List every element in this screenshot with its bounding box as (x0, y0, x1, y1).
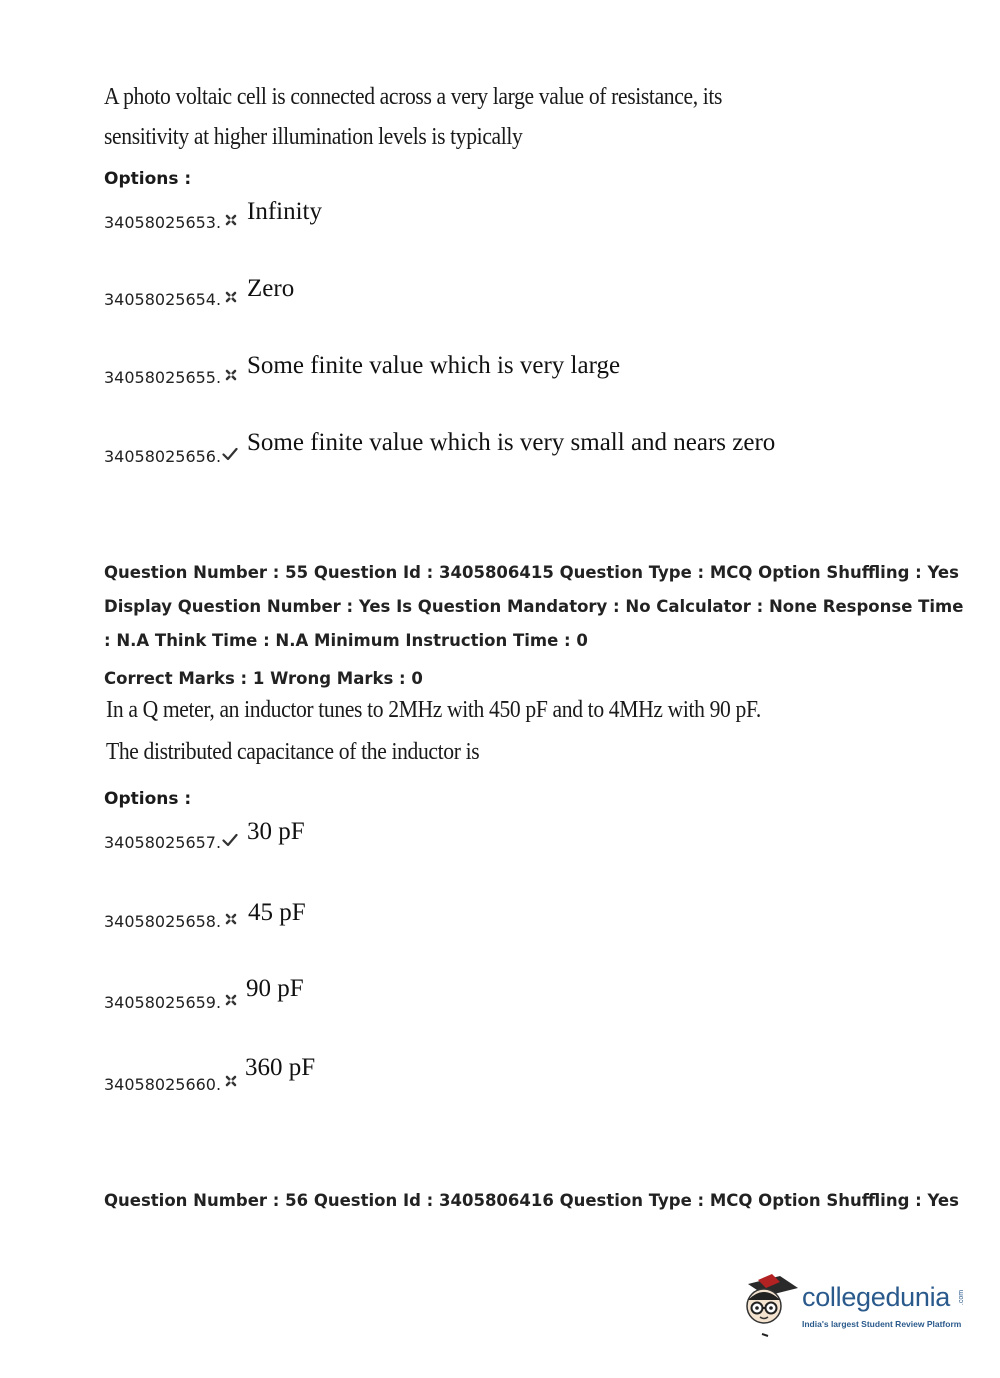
option-text: Some finite value which is very small and nears zero (247, 429, 776, 456)
option-id: 34058025656. (104, 447, 222, 466)
question-55-meta-line3: : N.A Think Time : N.A Minimum Instruction Time : 0 (104, 631, 588, 650)
cross-icon (224, 213, 238, 227)
option-id: 34058025653. (104, 213, 222, 232)
question-55-text-line1: In a Q meter, an inductor tunes to 2MHz with 450 pF and to 4MHz with 90 pF. (106, 697, 761, 723)
option-text: Infinity (247, 198, 322, 225)
options-label: Options : (104, 169, 192, 189)
logo-tagline: India's largest Student Review Platform (802, 1319, 962, 1329)
option-text: 45 pF (248, 899, 306, 926)
options-label: Options : (104, 789, 192, 809)
option-id: 34058025655. (104, 368, 222, 387)
question-56-meta-line1: Question Number : 56 Question Id : 3405806416 Question Type : MCQ Option Shuffling : Yes (104, 1191, 959, 1210)
option-text: Some finite value which is very large (247, 352, 621, 379)
question-54-text-line1: A photo voltaic cell is connected across a very large value of resistance, its (104, 84, 723, 110)
option-id: 34058025660. (104, 1075, 222, 1094)
logo-wordmark: collegedunia (802, 1282, 951, 1312)
cross-icon (224, 368, 238, 382)
question-55-text-line2: The distributed capacitance of the inductor is (106, 739, 480, 765)
question-55-meta-line1: Question Number : 55 Question Id : 3405806415 Question Type : MCQ Option Shuffling : Yes (104, 563, 959, 582)
option-id: 34058025659. (104, 993, 222, 1012)
check-icon (222, 833, 238, 847)
question-54-text-line2: sensitivity at higher illumination levels is typically (104, 124, 523, 150)
cross-icon (224, 912, 238, 926)
option-text: Zero (247, 275, 295, 302)
cross-icon (224, 1074, 238, 1088)
check-icon (222, 447, 238, 461)
option-id: 34058025654. (104, 290, 222, 309)
option-text: 360 pF (245, 1054, 316, 1081)
cross-icon (224, 993, 238, 1007)
question-55-marks: Correct Marks : 1 Wrong Marks : 0 (104, 669, 423, 688)
logo-suffix: .com (958, 1289, 966, 1306)
option-text: 30 pF (247, 818, 305, 845)
option-text: 90 pF (246, 975, 304, 1002)
option-id: 34058025658. (104, 912, 222, 931)
option-id: 34058025657. (104, 833, 222, 852)
mascot-icon (740, 1270, 800, 1340)
cross-icon (224, 290, 238, 304)
collegedunia-logo (740, 1268, 970, 1348)
question-55-meta-line2: Display Question Number : Yes Is Question Mandatory : No Calculator : None Response Time (104, 597, 964, 616)
